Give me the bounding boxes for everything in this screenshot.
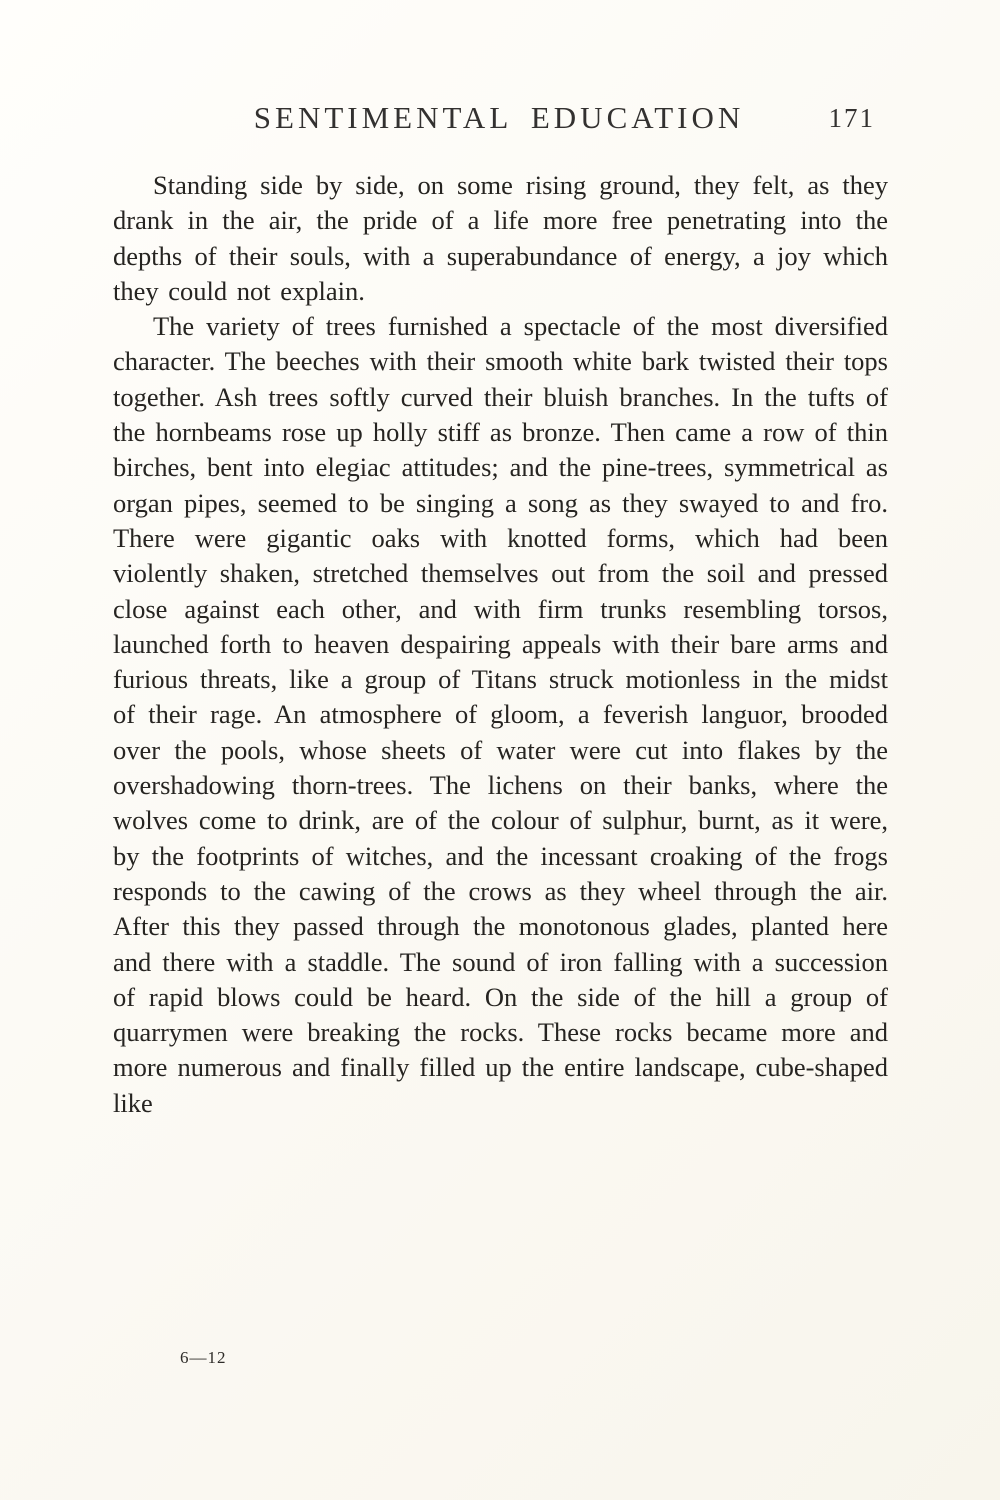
page-number: 171 xyxy=(828,103,875,133)
signature-mark: 6—12 xyxy=(180,1348,227,1367)
page-header xyxy=(113,100,885,144)
paragraph: The variety of trees furnished a spectacle of the most diversified character. The beeches with their smooth white bark twisted their tops together. Ash trees softly curved their bluish branches. In the tufts of the hornbeams rose up holly stiff as bronze. Then came a row of thin birches, bent into elegiac attitudes; and the pine-trees, symmetrical as organ pipes, seemed to be singing a song as they swayed to and fro. There were gigantic oaks with knotted forms, which had been violently shaken, stretched themselves out from the soil and pressed close against each other, and with firm trunks resembling torsos, launched forth to heaven despairing appeals with their bare arms and furious threats, like a group of Titans struck motionless in the midst of their rage. An atmosphere of gloom, a feverish languor, brooded over the pools, whose sheets of water were cut into flakes by the overshadowing thorn-trees. The lichens on their banks, where the wolves come to drink, are of the colour of sulphur, burnt, as it were, by the footprints of witches, and the incessant croaking of the frogs responds to the cawing of the crows as they wheel through the air. After this they passed through the monotonous glades, planted here and there with a staddle. The sound of iron falling with a succession of rapid blows could be heard. On the side of the hill a group of quarrymen were breaking the rocks. These rocks became more and more numerous and finally filled up the entire landscape, cube-shaped like xyxy=(113,311,888,1118)
page-title: SENTIMENTAL EDUCATION xyxy=(253,100,745,135)
paragraph: Standing side by side, on some rising ground, they felt, as they drank in the air, the pride of a life more free penetrating into the depths of their souls, with a superabundance of energy, a joy which they could not explain. xyxy=(113,170,888,306)
body-text xyxy=(113,168,888,1121)
